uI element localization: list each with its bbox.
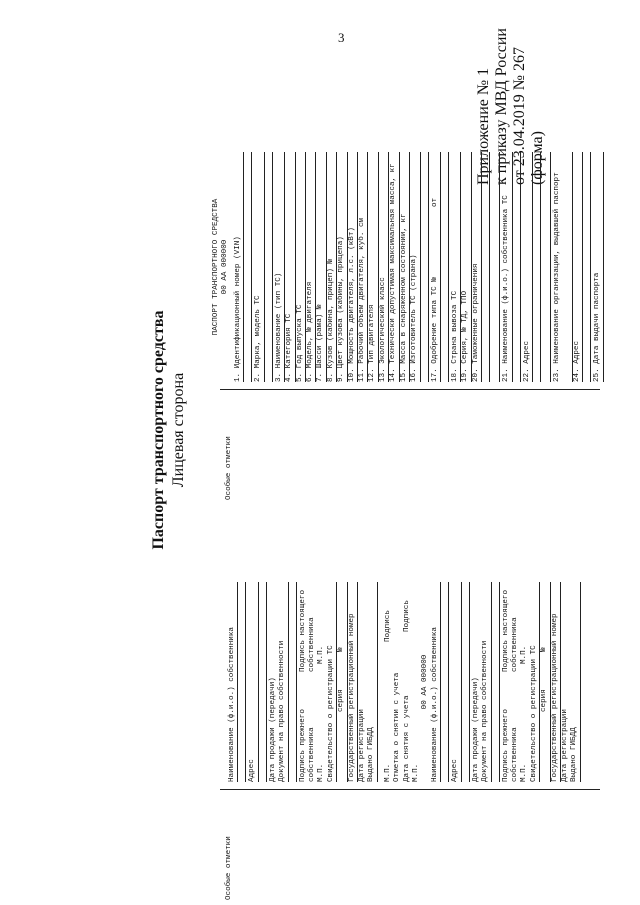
appendix-line: к приказу МВД России [493,28,510,185]
signatures-row-2 [308,582,317,782]
sig-current-owner-label: собственника [510,617,519,672]
reg-date-line: Дата регистрации [358,709,367,782]
sig-current-label: Подпись настоящего [298,589,307,672]
passport-title: ПАСПОРТ ТРАНСПОРТНОГО СРЕДСТВА [212,198,220,336]
field-row: 12. Тип двигателя [368,152,378,382]
field-row: 6. Модель, № двигателя [306,152,316,382]
appendix-line: (форма) [529,131,546,185]
mp-label: М.П. [317,645,326,664]
blank-line [492,152,500,382]
field-row: 8. Кузов (кабина, прицеп) № [327,152,337,382]
deregistration-date-row [403,582,412,782]
blank-line [492,582,500,782]
state-plate-line: Государственный регистрационный номер [348,582,358,782]
deregistration-date-label: Дата снятия с учета [402,695,411,782]
series-number-line [540,582,550,782]
issued-by-line: Выдано ГИБДД [570,582,580,782]
special-marks-label-right: Особые отметки [225,436,233,500]
blank-line [441,582,449,782]
field-row: 23. Наименование организации, выдавшей паспорт [552,172,561,382]
field-row-cont [562,152,572,382]
signature-label: Подпись [402,600,411,632]
sig-prev-label: Подпись прежнего [298,709,307,782]
field-row: 4. Категория ТС [285,152,295,382]
blank-line [289,582,297,782]
ownership-doc-line: Документ на право собственности [481,582,491,782]
blank-line [533,152,541,382]
document-title: Паспорт транспортного средства [150,310,167,550]
number-sign: № [337,647,346,652]
sig-prev-owner-label: собственника [308,727,317,782]
field-row: 2. Марка, модель ТС [254,152,264,382]
field-row: 10. Мощность двигателя, л.с. (кВт) [348,152,358,382]
field-row: 5. Год выпуска ТС [296,152,306,382]
field-suffix: от [430,197,439,207]
blank-line [441,152,449,382]
mp-label: М.П. [383,763,392,782]
field-row: 22. Адрес [523,152,533,382]
field-row: 14. Технически допустимая максимальная масса, кг [389,152,399,382]
sale-date-line: Дата продажи (передачи) [268,677,277,782]
signatures-row [502,582,511,782]
field-row: 21. Наименование (ф.и.о.) собственника ТС [502,152,512,382]
field-row: 7. Шасси (рама) № [316,152,326,382]
field-row: 3. Наименование (тип ТС) [275,152,285,382]
blank-line [462,582,470,782]
owner-name-line: Наименование (ф.и.о.) собственника [431,582,441,782]
special-marks-label-left: Особые отметки [225,836,233,900]
vehicle-passport-form [80,20,610,900]
address-line: Адрес [248,582,258,782]
blank-line [244,152,252,382]
sig-current-owner-label: собственника [308,617,317,672]
stamp-row [520,582,529,782]
mp-row: М.П. [412,763,421,782]
series-label: серия [337,689,346,712]
field-row: 15. Масса в снаряженном состоянии, кг [400,152,410,382]
blank-line [238,582,246,782]
ownership-column-1 [228,582,581,782]
series-label: серия [540,689,549,712]
column-divider [220,389,600,390]
issued-by-line: Выдано ГИБДД [367,582,377,782]
field-label: 17. Одобрение типа ТС № [430,277,439,382]
deregistration-mark-line: Отметка о снятии с учета [393,672,402,782]
reg-date-line: Дата регистрации [560,709,569,782]
mp-signature-row [384,582,393,782]
signature-label: Подпись [383,610,392,642]
column-divider [220,789,600,790]
state-plate-line: Государственный регистрационный номер [551,582,561,782]
appendix-line: от 23.04.2019 № 267 [511,46,528,185]
passport-fields-column [228,152,604,382]
blank-line [265,152,273,382]
field-row: 1. Идентификационный номер (VIN) [234,152,244,382]
field-row: 9. Цвет кузова (кабины, прицепа) [337,152,347,382]
form-series-number: 00 АА 000000 [421,654,430,710]
field-row: 19. Серия, № ТД, ТПО [461,152,471,382]
field-row: 24. Адрес [573,152,583,382]
stamp-row [317,582,326,782]
reg-cert-line: Свидетельство о регистрации ТС [530,582,540,782]
number-sign: № [540,647,549,652]
field-row: 18. Страна вывоза ТС [451,152,461,382]
address-line: Адрес [451,582,461,782]
blank-line [543,152,551,382]
signatures-row-2 [511,582,520,782]
document-subtitle: Лицевая сторона [170,372,187,488]
series-number-line [337,582,347,782]
sig-prev-label: Подпись прежнего [501,709,510,782]
blank-line [259,582,267,782]
appendix-line: Приложение № 1 [475,67,492,185]
field-row: 16. Изготовитель ТС (страна) [410,152,420,382]
reg-cert-line: Свидетельство о регистрации ТС [327,582,337,782]
sig-prev-owner-label: собственника [510,727,519,782]
mp-label: М.П. [520,645,529,664]
blank-line [482,152,490,382]
field-row: 25. Дата выдачи паспорта [593,152,603,382]
passport-number: 00 АА 000000 [221,239,230,295]
signatures-row [299,582,308,782]
field-row [431,152,441,382]
owner-name-line: Наименование (ф.и.о.) собственника [228,582,238,782]
mp-label: М.П. [317,763,326,782]
blank-line [513,152,521,382]
field-row: 20. Таможенные ограничения [472,152,482,382]
page-number: 3 [338,30,345,45]
mp-label: М.П. [520,763,529,782]
sig-current-label: Подпись настоящего [501,589,510,672]
ownership-doc-line: Документ на право собственности [278,582,288,782]
field-row: 13. Экологический класс [379,152,389,382]
blank-line [421,152,429,382]
blank-line [583,152,591,382]
field-row: 11. Рабочий объем двигателя, куб. см [358,152,368,382]
sale-date-line: Дата продажи (передачи) [471,677,480,782]
